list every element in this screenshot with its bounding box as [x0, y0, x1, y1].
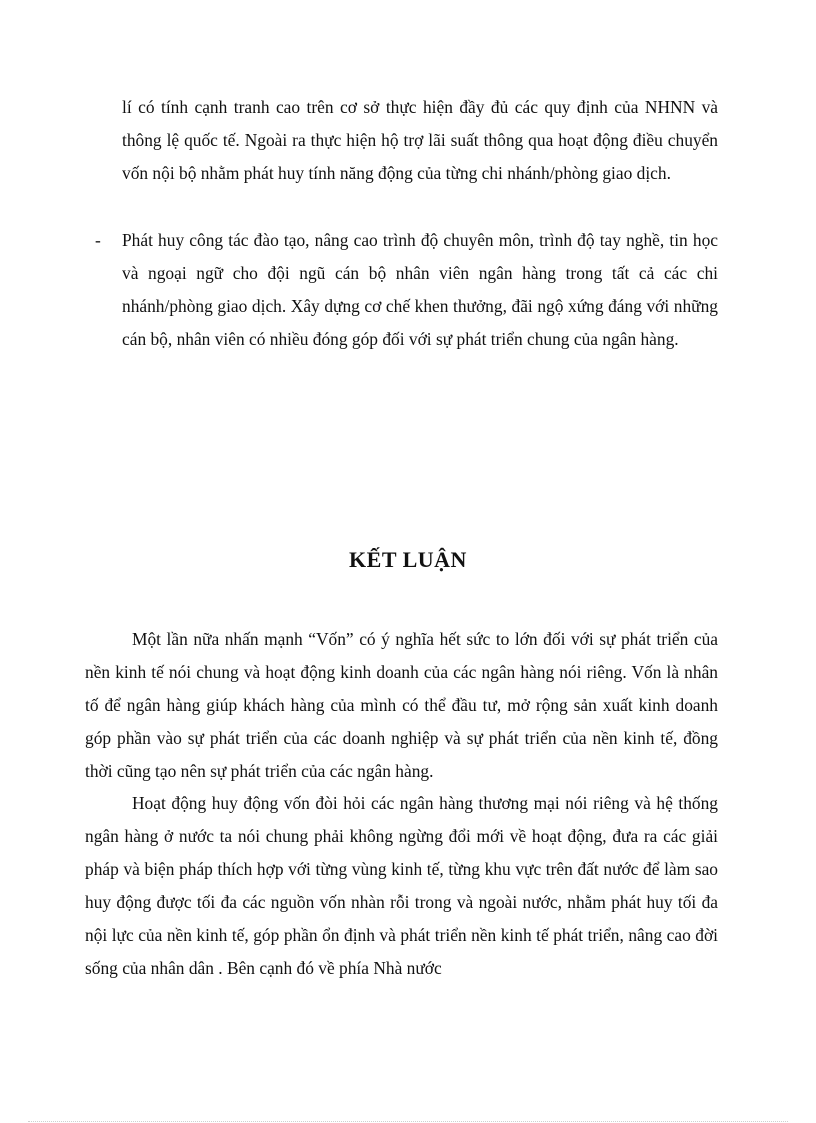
- bullet-list-item: [95, 224, 718, 356]
- page-bottom-divider: [28, 1121, 788, 1122]
- continuation-paragraph: lí có tính cạnh tranh cao trên cơ sở thực hiện đầy đủ các quy định của NHNN và thông lệ quốc tế. Ngoài ra thực hiện hộ trợ lãi suất thông qua hoạt động điều chuyển vốn nội bộ nhằm phát huy tính năng động của từng chi nhánh/phòng giao dịch.: [122, 97, 718, 183]
- bullet-dash: -: [95, 230, 101, 250]
- conclusion-paragraph-2: Hoạt động huy động vốn đòi hỏi các ngân hàng thương mại nói riêng và hệ thống ngân hàng ở nước ta nói chung phải không ngừng đổi mới về hoạt động, đưa ra các giải pháp và biện pháp thích hợp với từng vùng kinh tế, từng khu vực trên đất nước để làm sao huy động được tối đa các nguồn vốn nhàn rỗi trong và ngoài nước, nhằm phát huy tối đa nội lực của nền kinh tế, góp phần ổn định và phát triển nền kinh tế phát triển, nâng cao đời sống của nhân dân . Bên cạnh đó về phía Nhà nước: [85, 793, 718, 978]
- section-heading: KẾT LUẬN: [349, 547, 467, 572]
- bullet-text: Phát huy công tác đào tạo, nâng cao trình độ chuyên môn, trình độ tay nghề, tin học và ngoại ngữ cho đội ngũ cán bộ nhân viên ngân hàng trong tất cả các chi nhánh/phòng giao dịch. Xây dựng cơ chế khen thưởng, đãi ngộ xứng đáng với những cán bộ, nhân viên có nhiều đóng góp đối với sự phát triển chung của ngân hàng.: [122, 230, 718, 349]
- conclusion-paragraph-1: Một lần nữa nhấn mạnh “Vốn” có ý nghĩa hết sức to lớn đối với sự phát triển của nền kinh tế nói chung và hoạt động kinh doanh của các ngân hàng nói riêng. Vốn là nhân tố để ngân hàng giúp khách hàng của mình có thể đầu tư, mở rộng sản xuất kinh doanh góp phần vào sự phát triển của các doanh nghiệp và sự phát triển của nền kinh tế, đồng thời cũng tạo nên sự phát triển của các ngân hàng.: [85, 629, 718, 781]
